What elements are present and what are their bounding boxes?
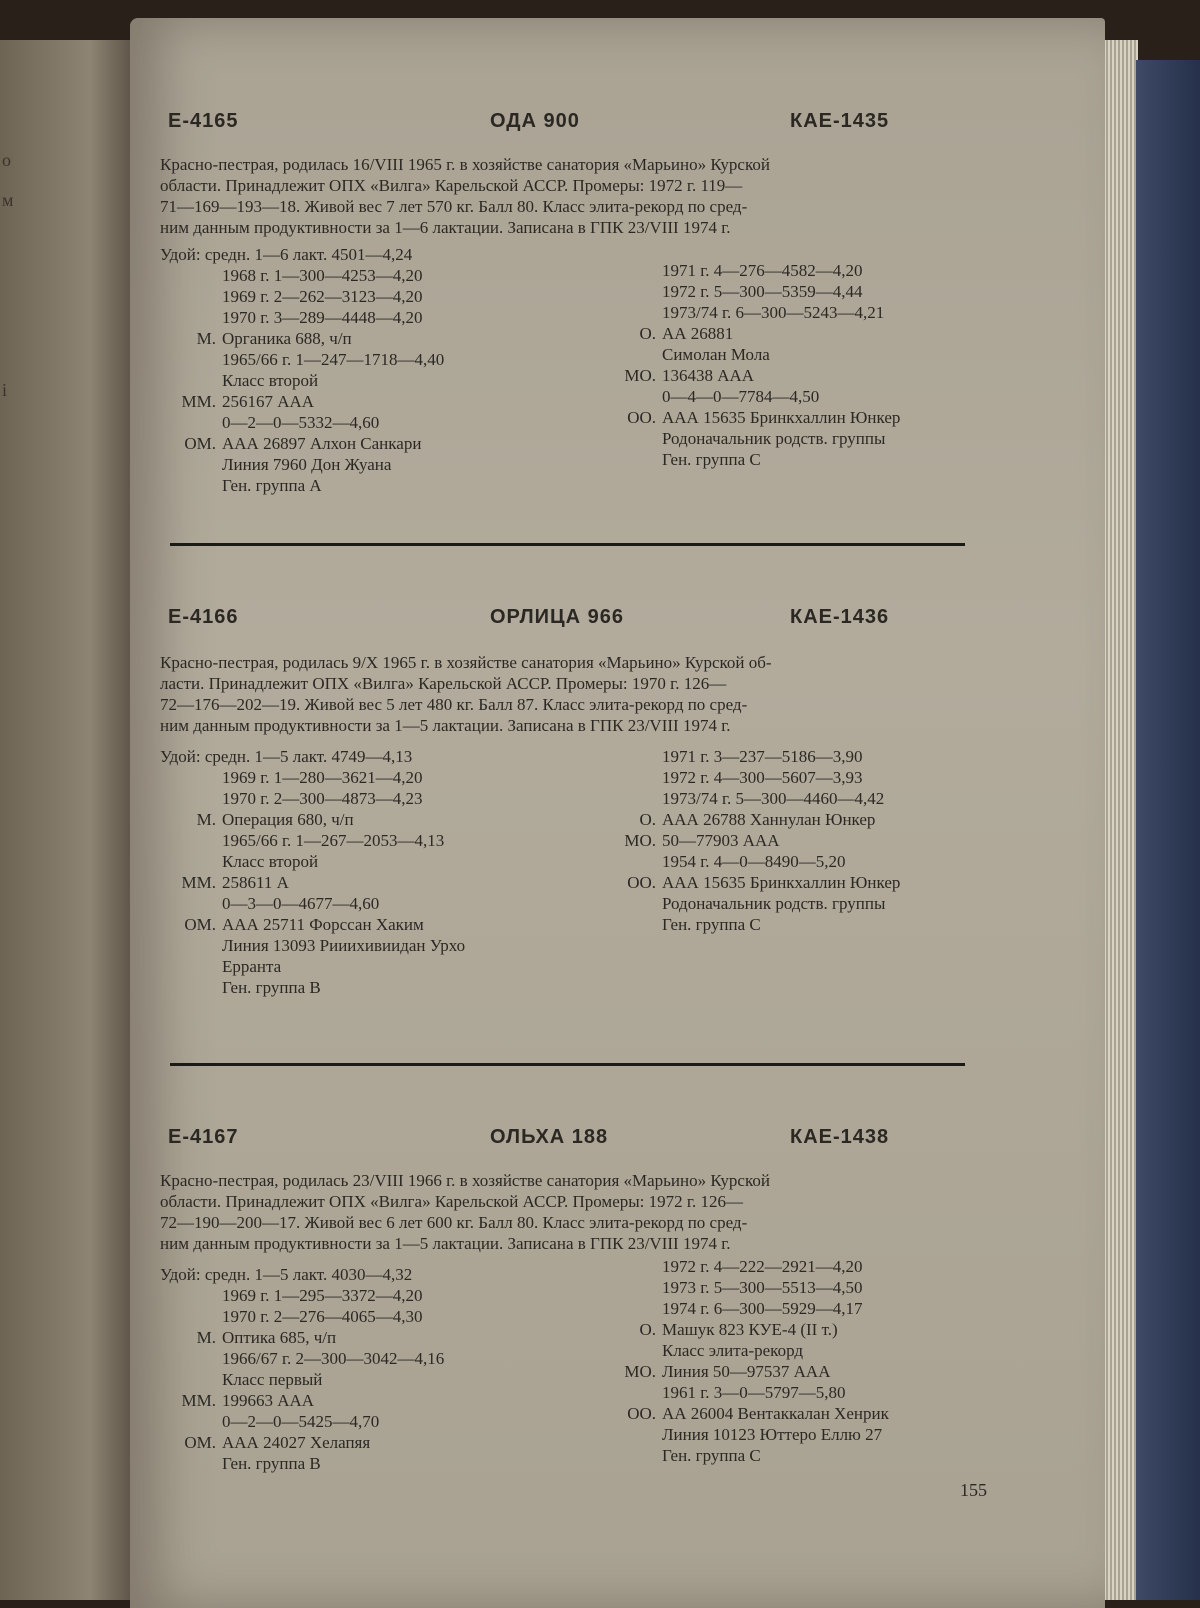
pedigree-row xyxy=(160,1411,580,1432)
pedigree-text: Операция 680, ч/п xyxy=(222,810,354,829)
pedigree-row xyxy=(160,830,580,851)
book-cover xyxy=(1136,60,1200,1600)
herd-book-code: КАЕ-1436 xyxy=(790,606,890,628)
pedigree-row xyxy=(160,1348,580,1369)
pedigree-text: Органика 688, ч/п xyxy=(222,329,352,348)
pedigree-row xyxy=(160,412,580,433)
pedigree-text: ААА 15635 Бринкхаллин Юнкер xyxy=(662,408,901,427)
registry-code: Е-4167 xyxy=(168,1126,239,1148)
entry-description xyxy=(160,154,980,238)
pedigree-text: АА 26881 xyxy=(662,324,734,343)
pedigree-left-column xyxy=(160,1264,580,1474)
description-line: Красно-пестрая, родилась 23/VIII 1966 г. в хозяйстве санатория «Марьино» Курской xyxy=(160,1171,770,1190)
pedigree-text: 136438 ААА xyxy=(662,366,755,385)
pedigree-row xyxy=(160,307,580,328)
page-edges xyxy=(1100,40,1138,1600)
pedigree-row xyxy=(600,428,1040,449)
relation-label: ОО. xyxy=(627,408,656,427)
cow-name: ОДА 900 xyxy=(490,110,580,132)
pedigree-row xyxy=(160,391,580,412)
relation-label: ОО. xyxy=(627,873,656,892)
pedigree-row xyxy=(600,872,1040,893)
pedigree-text: Родоначальник родств. группы xyxy=(662,894,886,913)
pedigree-text: Линия 50—97537 ААА xyxy=(662,1362,831,1381)
pedigree-row xyxy=(600,260,1040,281)
pedigree-text: ААА 26897 Алхон Санкари xyxy=(222,434,422,453)
pedigree-text: 1961 г. 3—0—5797—5,80 xyxy=(662,1383,846,1402)
pedigree-row xyxy=(600,365,1040,386)
pedigree-row xyxy=(160,1264,580,1285)
pedigree-text: Класс первый xyxy=(222,1370,323,1389)
entry xyxy=(130,1126,1105,1473)
section-divider xyxy=(170,1063,965,1066)
pedigree-row xyxy=(160,349,580,370)
pedigree-text: Ген. группа С xyxy=(662,915,761,934)
relation-label: МО. xyxy=(624,831,656,850)
pedigree-text: Класс второй xyxy=(222,852,319,871)
pedigree-text: ААА 26788 Ханнулан Юнкер xyxy=(662,810,876,829)
pedigree-text: Родоначальник родств. группы xyxy=(662,429,886,448)
description-line: 72—176—202—19. Живой вес 5 лет 480 кг. Балл 87. Класс элита-рекорд по сред- xyxy=(160,695,748,714)
pedigree-row xyxy=(600,746,1040,767)
description-line: области. Принадлежит ОПХ «Вилга» Карельской АССР. Промеры: 1972 г. 119— xyxy=(160,176,743,195)
description-line: Красно-пестрая, родилась 16/VIII 1965 г. в хозяйстве санатория «Марьино» Курской xyxy=(160,155,770,174)
pedigree-text: 1973 г. 5—300—5513—4,50 xyxy=(662,1278,863,1297)
pedigree-text: 1972 г. 4—222—2921—4,20 xyxy=(662,1257,863,1276)
pedigree-text: 1969 г. 2—262—3123—4,20 xyxy=(222,287,423,306)
pedigree-text: Ген. группа В xyxy=(222,1454,321,1473)
book-page xyxy=(130,18,1105,1608)
pedigree-left-column xyxy=(160,746,580,998)
pedigree-text: 256167 ААА xyxy=(222,392,315,411)
pedigree-row xyxy=(600,1340,1040,1361)
pedigree-row xyxy=(600,788,1040,809)
pedigree-text: 0—3—0—4677—4,60 xyxy=(222,894,380,913)
registry-code: Е-4166 xyxy=(168,606,239,628)
pedigree-row xyxy=(160,1453,580,1474)
pedigree-text: 1972 г. 4—300—5607—3,93 xyxy=(662,768,863,787)
relation-label: ОМ. xyxy=(184,915,216,934)
pedigree-text: 1965/66 г. 1—247—1718—4,40 xyxy=(222,350,445,369)
entry-header xyxy=(130,1126,1105,1160)
pedigree-text: 1954 г. 4—0—8490—5,20 xyxy=(662,852,846,871)
pedigree-row xyxy=(160,914,580,935)
relation-label: О. xyxy=(639,324,656,343)
relation-label: М. xyxy=(196,1328,216,1347)
description-line: 72—190—200—17. Живой вес 6 лет 600 кг. Балл 80. Класс элита-рекорд по сред- xyxy=(160,1213,748,1232)
pedigree-text: Машук 823 КУЕ-4 (II т.) xyxy=(662,1320,838,1339)
description-line: ним данным продуктивности за 1—5 лактации. Записана в ГПК 23/VIII 1974 г. xyxy=(160,716,731,735)
pedigree-row xyxy=(600,449,1040,470)
pedigree-right-column xyxy=(600,746,1040,935)
entry-header xyxy=(130,110,1105,144)
entry-description xyxy=(160,652,980,736)
pedigree-row xyxy=(600,1256,1040,1277)
pedigree-text: Линия 10123 Юттеро Еллю 27 xyxy=(662,1425,883,1444)
pedigree-row xyxy=(160,454,580,475)
relation-label: О. xyxy=(639,810,656,829)
pedigree-text: ААА 15635 Бринкхаллин Юнкер xyxy=(662,873,901,892)
pedigree-row xyxy=(160,370,580,391)
pedigree-row xyxy=(160,1369,580,1390)
pedigree-text: Класс элита-рекорд xyxy=(662,1341,803,1360)
pedigree-text: 1970 г. 2—300—4873—4,23 xyxy=(222,789,423,808)
pedigree-text: 1973/74 г. 6—300—5243—4,21 xyxy=(662,303,885,322)
pedigree-text: 258611 А xyxy=(222,873,289,892)
pedigree-row xyxy=(600,344,1040,365)
pedigree-row xyxy=(160,872,580,893)
pedigree-row xyxy=(160,935,580,956)
pedigree-text: 199663 ААА xyxy=(222,1391,315,1410)
pedigree-text: АА 26004 Вентаккалан Хенрик xyxy=(662,1404,889,1423)
pedigree-row xyxy=(600,851,1040,872)
pedigree-text: 1970 г. 3—289—4448—4,20 xyxy=(222,308,423,327)
pedigree-text: Удой: средн. 1—6 лакт. 4501—4,24 xyxy=(160,245,413,264)
entry-description xyxy=(160,1170,980,1254)
herd-book-code: КАЕ-1438 xyxy=(790,1126,890,1148)
pedigree-row xyxy=(600,1277,1040,1298)
pedigree-row xyxy=(600,323,1040,344)
pedigree-text: Симолан Мола xyxy=(662,345,770,364)
pedigree-row xyxy=(600,1424,1040,1445)
cow-name: ОРЛИЦА 966 xyxy=(490,606,625,628)
pedigree-row xyxy=(600,830,1040,851)
pedigree-row xyxy=(160,1327,580,1348)
pedigree-row xyxy=(600,281,1040,302)
pedigree-text: 0—2—0—5425—4,70 xyxy=(222,1412,380,1431)
pedigree-row xyxy=(160,767,580,788)
pedigree-text: Ген. группа С xyxy=(662,450,761,469)
pedigree-text: Ерранта xyxy=(222,957,282,976)
pedigree-text: 50—77903 ААА xyxy=(662,831,780,850)
pedigree-text: Линия 7960 Дон Жуана xyxy=(222,455,392,474)
pedigree-text: 1973/74 г. 5—300—4460—4,42 xyxy=(662,789,885,808)
pedigree-row xyxy=(600,809,1040,830)
relation-label: МО. xyxy=(624,1362,656,1381)
description-line: ним данным продуктивности за 1—6 лактации. Записана в ГПК 23/VIII 1974 г. xyxy=(160,218,731,237)
entry xyxy=(130,606,1105,997)
pedigree-row xyxy=(160,433,580,454)
pedigree-row xyxy=(160,788,580,809)
pedigree-row xyxy=(160,809,580,830)
pedigree-text: Линия 13093 Рииихивиидан Урхо xyxy=(222,936,466,955)
entry xyxy=(130,110,1105,495)
pedigree-text: 1966/67 г. 2—300—3042—4,16 xyxy=(222,1349,445,1368)
description-line: ним данным продуктивности за 1—5 лактации. Записана в ГПК 23/VIII 1974 г. xyxy=(160,1234,731,1253)
pedigree-left-column xyxy=(160,244,580,496)
relation-label: М. xyxy=(196,329,216,348)
description-line: 71—169—193—18. Живой вес 7 лет 570 кг. Балл 80. Класс элита-рекорд по сред- xyxy=(160,197,748,216)
pedigree-text: 0—2—0—5332—4,60 xyxy=(222,413,380,432)
left-page-fragment: і xyxy=(2,380,8,400)
pedigree-row xyxy=(600,1445,1040,1466)
pedigree-text: Удой: средн. 1—5 лакт. 4030—4,32 xyxy=(160,1265,413,1284)
pedigree-text: 1971 г. 3—237—5186—3,90 xyxy=(662,747,863,766)
pedigree-row xyxy=(600,1382,1040,1403)
pedigree-text: Ген. группа А xyxy=(222,476,322,495)
pedigree-row xyxy=(600,767,1040,788)
entry-header xyxy=(130,606,1105,640)
pedigree-row xyxy=(600,386,1040,407)
pedigree-text: 1968 г. 1—300—4253—4,20 xyxy=(222,266,423,285)
section-divider xyxy=(170,543,965,546)
pedigree-row xyxy=(160,1432,580,1453)
pedigree-row xyxy=(600,1319,1040,1340)
left-page-fragment: м xyxy=(2,190,14,210)
pedigree-row xyxy=(600,914,1040,935)
pedigree-text: 1971 г. 4—276—4582—4,20 xyxy=(662,261,863,280)
relation-label: О. xyxy=(639,1320,656,1339)
pedigree-text: Ген. группа С xyxy=(662,1446,761,1465)
pedigree-text: ААА 25711 Форссан Хаким xyxy=(222,915,424,934)
pedigree-row xyxy=(160,286,580,307)
pedigree-text: Класс второй xyxy=(222,371,319,390)
relation-label: ММ. xyxy=(181,873,216,892)
relation-label: ОМ. xyxy=(184,1433,216,1452)
relation-label: ММ. xyxy=(181,392,216,411)
pedigree-row xyxy=(600,893,1040,914)
relation-label: ММ. xyxy=(181,1391,216,1410)
relation-label: МО. xyxy=(624,366,656,385)
pedigree-row xyxy=(160,1285,580,1306)
pedigree-row xyxy=(160,265,580,286)
herd-book-code: КАЕ-1435 xyxy=(790,110,890,132)
pedigree-text: 1969 г. 1—280—3621—4,20 xyxy=(222,768,423,787)
pedigree-row xyxy=(160,893,580,914)
relation-label: ОМ. xyxy=(184,434,216,453)
cow-name: ОЛЬХА 188 xyxy=(490,1126,609,1148)
pedigree-row xyxy=(160,977,580,998)
pedigree-text: ААА 24027 Хелапяя xyxy=(222,1433,371,1452)
relation-label: М. xyxy=(196,810,216,829)
pedigree-row xyxy=(160,746,580,767)
pedigree-right-column xyxy=(600,260,1040,470)
pedigree-text: 1972 г. 5—300—5359—4,44 xyxy=(662,282,863,301)
pedigree-text: 1969 г. 1—295—3372—4,20 xyxy=(222,1286,423,1305)
pedigree-row xyxy=(600,407,1040,428)
pedigree-row xyxy=(160,475,580,496)
pedigree-row xyxy=(160,328,580,349)
pedigree-row xyxy=(600,1361,1040,1382)
pedigree-text: 1970 г. 2—276—4065—4,30 xyxy=(222,1307,423,1326)
left-page-edge xyxy=(0,40,150,1600)
pedigree-text: 1965/66 г. 1—267—2053—4,13 xyxy=(222,831,445,850)
registry-code: Е-4165 xyxy=(168,110,239,132)
pedigree-row xyxy=(160,1306,580,1327)
pedigree-text: Удой: средн. 1—5 лакт. 4749—4,13 xyxy=(160,747,413,766)
description-line: Красно-пестрая, родилась 9/X 1965 г. в хозяйстве санатория «Марьино» Курской об- xyxy=(160,653,772,672)
pedigree-row xyxy=(600,1403,1040,1424)
pedigree-text: 1974 г. 6—300—5929—4,17 xyxy=(662,1299,863,1318)
pedigree-right-column xyxy=(600,1256,1040,1466)
pedigree-row xyxy=(600,1298,1040,1319)
description-line: ласти. Принадлежит ОПХ «Вилга» Карельской АССР. Промеры: 1970 г. 126— xyxy=(160,674,727,693)
pedigree-row xyxy=(160,244,580,265)
description-line: области. Принадлежит ОПХ «Вилга» Карельской АССР. Промеры: 1972 г. 126— xyxy=(160,1192,743,1211)
page-number: 155 xyxy=(960,1480,987,1500)
pedigree-text: Ген. группа В xyxy=(222,978,321,997)
pedigree-row xyxy=(160,851,580,872)
left-page-fragment: о xyxy=(2,150,11,170)
pedigree-text: Оптика 685, ч/п xyxy=(222,1328,337,1347)
pedigree-row xyxy=(600,302,1040,323)
pedigree-row xyxy=(160,1390,580,1411)
pedigree-row xyxy=(160,956,580,977)
pedigree-text: 0—4—0—7784—4,50 xyxy=(662,387,820,406)
relation-label: ОО. xyxy=(627,1404,656,1423)
